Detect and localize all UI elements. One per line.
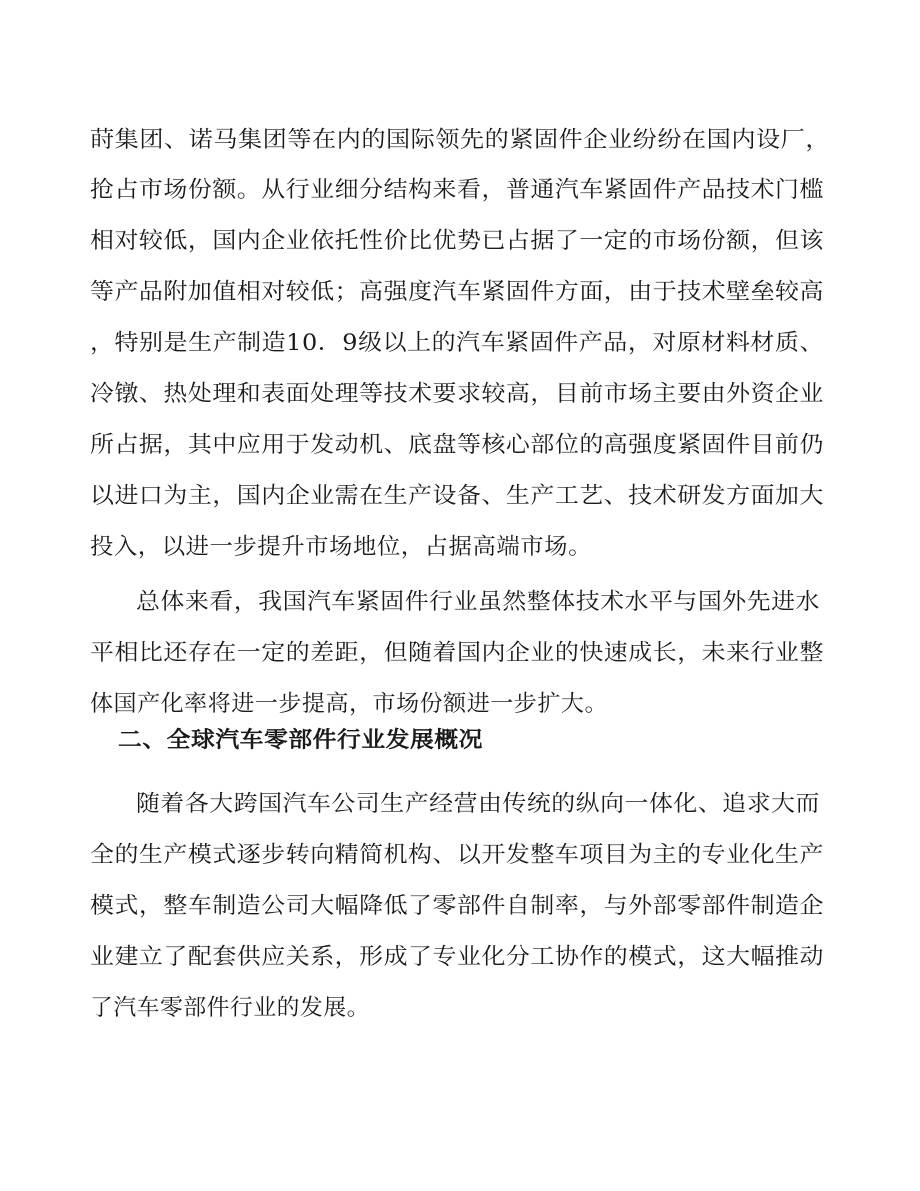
paragraph-line — [0, 527, 920, 567]
text-line: ，特别是生产制造10．9级以上的汽车紧固件产品，对原材料材质、 — [90, 330, 824, 356]
paragraph-line — [0, 476, 920, 516]
paragraph-line — [0, 374, 920, 414]
paragraph-line — [0, 988, 920, 1028]
text-line: 平相比还存在一定的差距，但随着国内企业的快速成长，未来行业整 — [90, 640, 824, 666]
text-line: 全的生产模式逐步转向精简机构、以开发整车项目为主的专业化生产 — [90, 842, 824, 868]
text-line: 莳集团、诺马集团等在内的国际领先的紧固件企业纷纷在国内设厂， — [90, 127, 830, 153]
paragraph-line — [0, 937, 920, 977]
heading-text: 二、全球汽车零部件行业发展概况 — [118, 728, 483, 753]
text-line: 抢占市场份额。从行业细分结构来看，普通汽车紧固件产品技术门槛 — [90, 177, 824, 203]
text-line: 了汽车零部件行业的发展。 — [90, 995, 370, 1021]
paragraph-line — [0, 272, 920, 312]
text-line: 等产品附加值相对较低；高强度汽车紧固件方面，由于技术壁垒较高 — [90, 279, 824, 305]
text-line: 冷镦、热处理和表面处理等技术要求较高，目前市场主要由外资企业 — [90, 381, 824, 407]
text-line: 模式，整车制造公司大幅降低了零部件自制率，与外部零部件制造企 — [90, 893, 824, 919]
text-line: 随着各大跨国汽车公司生产经营由传统的纵向一体化、追求大而 — [136, 791, 820, 817]
paragraph-line — [0, 120, 920, 160]
text-line: 相对较低，国内企业依托性价比优势已占据了一定的市场份额，但该 — [90, 228, 824, 254]
text-line: 以进口为主，国内企业需在生产设备、生产工艺、技术研发方面加大 — [90, 483, 824, 509]
text-line: 体国产化率将进一步提高，市场份额进一步扩大。 — [90, 691, 608, 717]
paragraph-line — [0, 784, 920, 824]
text-line: 业建立了配套供应关系，形成了专业化分工协作的模式，这大幅推动 — [90, 944, 824, 970]
paragraph-line — [0, 633, 920, 673]
paragraph-line — [0, 425, 920, 465]
paragraph-line — [0, 221, 920, 261]
section-heading — [0, 721, 920, 761]
paragraph-line — [0, 323, 920, 363]
text-line: 所占据，其中应用于发动机、底盘等核心部位的高强度紧固件目前仍 — [90, 432, 824, 458]
paragraph-line — [0, 582, 920, 622]
paragraph-line — [0, 835, 920, 875]
paragraph-line — [0, 170, 920, 210]
paragraph-line — [0, 684, 920, 724]
text-line: 投入，以进一步提升市场地位，占据高端市场。 — [90, 534, 592, 560]
paragraph-line — [0, 886, 920, 926]
text-line: 总体来看，我国汽车紧固件行业虽然整体技术水平与国外先进水 — [136, 589, 820, 615]
